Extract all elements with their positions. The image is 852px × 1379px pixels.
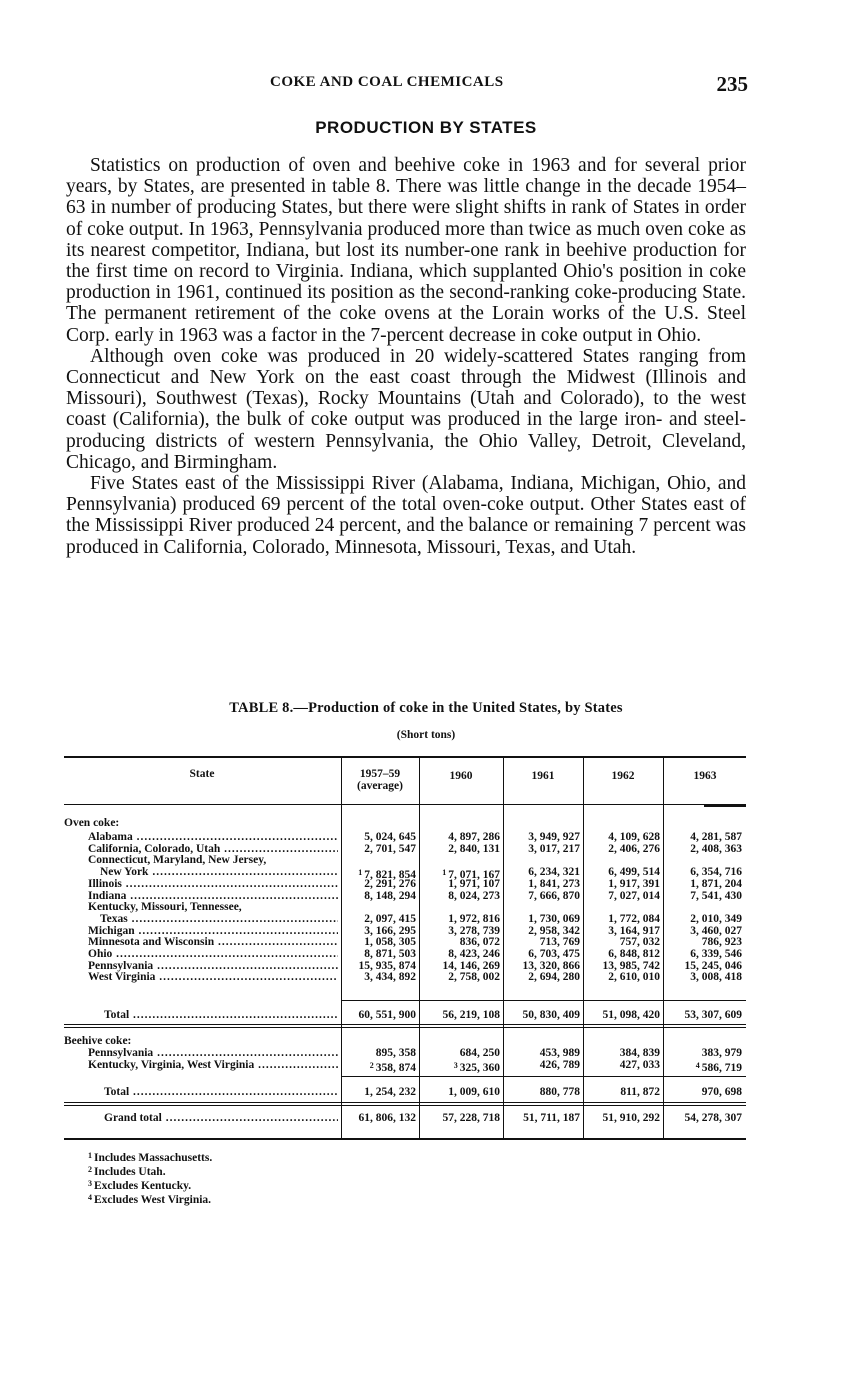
- row-value: [504, 972, 580, 984]
- table-row: [64, 1060, 746, 1072]
- value-text: 7, 666, 870: [528, 889, 580, 902]
- row-label: Michigan .....: [88, 926, 338, 938]
- row-value: [342, 1048, 416, 1060]
- value-text: 811, 872: [620, 1086, 660, 1098]
- footnote: [88, 1150, 212, 1164]
- row-value: [664, 1060, 742, 1075]
- value-text: 5, 024, 645: [364, 831, 416, 843]
- value-text: 13, 320, 866: [522, 959, 580, 972]
- row-label: California, Colorado, Utah .....: [88, 844, 338, 856]
- value-text: 1, 009, 610: [448, 1086, 500, 1098]
- footnote-marker: 1: [442, 868, 447, 878]
- row-value: [664, 1087, 742, 1099]
- row-value: [420, 1010, 500, 1022]
- table-top-rule: [64, 756, 746, 758]
- value-text: 453, 989: [539, 1047, 580, 1059]
- value-text: 786, 923: [701, 936, 742, 949]
- value-text: 358, 874: [375, 1061, 416, 1074]
- value-text: 2, 010, 349: [690, 912, 742, 925]
- value-text: 3, 017, 217: [528, 842, 580, 855]
- value-text: 3, 460, 027: [690, 924, 742, 937]
- row-label: West Virginia .....: [88, 972, 338, 984]
- header-accent-rule: [704, 804, 746, 807]
- row-value: [420, 1113, 500, 1125]
- value-text: 4, 281, 587: [690, 831, 742, 843]
- value-text: 1, 917, 391: [608, 877, 660, 890]
- value-text: 586, 719: [701, 1061, 742, 1074]
- row-label: Illinois .....: [88, 879, 338, 891]
- oven-coke-heading: Oven coke:: [64, 818, 120, 829]
- row-value: [504, 1010, 580, 1022]
- row-value: [664, 1010, 742, 1022]
- value-text: 2, 406, 276: [608, 842, 660, 855]
- value-text: 8, 423, 246: [448, 948, 500, 960]
- row-label: Pennsylvania .....: [88, 961, 338, 973]
- value-text: 383, 979: [701, 1047, 742, 1059]
- row-value: [504, 891, 580, 903]
- value-text: 54, 278, 307: [684, 1112, 742, 1124]
- row-value: [504, 1087, 580, 1099]
- value-text: 2, 958, 342: [528, 924, 580, 937]
- value-text: 6, 848, 812: [608, 948, 660, 960]
- row-label: Ohio .....: [88, 949, 338, 961]
- row-value: [664, 844, 742, 856]
- value-text: 2, 840, 131: [448, 842, 500, 855]
- row-value: [342, 1010, 416, 1022]
- value-text: 3, 164, 917: [608, 924, 660, 937]
- value-text: 51, 910, 292: [602, 1112, 660, 1124]
- row-label: Total .....: [104, 1010, 338, 1022]
- value-text: 895, 358: [375, 1047, 416, 1059]
- value-text: 713, 769: [539, 936, 580, 949]
- value-text: 970, 698: [701, 1086, 742, 1098]
- row-value: [504, 1113, 580, 1125]
- value-text: 1, 971, 107: [448, 877, 500, 890]
- table-row: [64, 891, 746, 903]
- beehive-coke-heading: Beehive coke:: [64, 1036, 132, 1047]
- value-text: 6, 339, 546: [690, 948, 742, 960]
- value-text: 2, 694, 280: [528, 971, 580, 984]
- value-text: 3, 008, 418: [690, 971, 742, 984]
- value-text: 15, 935, 874: [358, 959, 416, 972]
- value-text: 757, 032: [619, 936, 660, 949]
- footnote-mark: 2: [88, 1165, 92, 1174]
- header-1957-59-average: (average): [357, 780, 403, 792]
- row-value: [504, 1060, 580, 1072]
- row-label: Kentucky, Missouri, Tennessee,: [88, 902, 242, 914]
- value-text: 50, 830, 409: [522, 1009, 580, 1021]
- value-text: 51, 098, 420: [602, 1009, 660, 1021]
- table-row: [64, 844, 746, 856]
- row-value: [584, 1087, 660, 1099]
- footnote: [88, 1192, 212, 1206]
- header-state: State: [189, 768, 215, 780]
- value-text: 15, 245, 046: [684, 959, 742, 972]
- header-1960: 1960: [449, 770, 473, 782]
- value-text: 8, 024, 273: [448, 889, 500, 902]
- row-value: [342, 1113, 416, 1125]
- row-value: [584, 972, 660, 984]
- grand-total-row: [64, 1113, 746, 1125]
- row-value: [420, 972, 500, 984]
- row-label: Indiana .....: [88, 891, 338, 903]
- value-text: 427, 033: [619, 1058, 660, 1071]
- footnote-mark: 3: [88, 1179, 92, 1188]
- value-text: 2, 408, 363: [690, 842, 742, 855]
- row-value: [420, 844, 500, 856]
- header-1963: 1963: [693, 770, 717, 782]
- value-text: 3, 434, 892: [364, 971, 416, 984]
- row-label: Minnesota and Wisconsin .....: [88, 937, 338, 949]
- table-row: [64, 972, 746, 984]
- value-text: 3, 166, 295: [364, 924, 416, 937]
- footnote-mark: 4: [88, 1193, 92, 1202]
- value-text: 2, 097, 415: [364, 912, 416, 925]
- value-text: 7, 541, 430: [690, 889, 742, 902]
- value-text: 6, 499, 514: [608, 866, 660, 879]
- value-text: 2, 610, 010: [608, 971, 660, 984]
- value-text: 7, 027, 014: [608, 889, 660, 902]
- value-text: 13, 985, 742: [602, 959, 660, 972]
- footnote: [88, 1178, 212, 1192]
- row-label: Connecticut, Maryland, New Jersey,: [88, 855, 267, 867]
- value-text: 384, 839: [619, 1047, 660, 1059]
- footnote-marker: 4: [695, 1060, 700, 1070]
- header-1962: 1962: [611, 770, 635, 782]
- row-value: [584, 1113, 660, 1125]
- value-text: 1, 871, 204: [690, 877, 742, 890]
- row-label: Kentucky, Virginia, West Virginia .....: [88, 1060, 338, 1072]
- footnote-mark: 1: [88, 1151, 92, 1160]
- value-text: 57, 228, 718: [442, 1112, 500, 1124]
- row-label: New York .....: [100, 867, 338, 879]
- paragraph-1: Statistics on production of oven and beehive coke in 1963 and for several prior years, by States, are presented in table 8. There was little change in the decade 1954–63 in number of producing States, but there were slight shifts in rank of States in order of coke output. In 1963, Pennsylvania produced more than twice as much oven coke as its nearest competitor, Indiana, but lost its number-one rank in beehive production for the first time on record to Virginia. Indiana, which supplanted Ohio's position in coke production in 1961, continued its position as the second-ranking coke-producing State. The permanent retirement of the coke ovens at the Lorain works of the U.S. Steel Corp. early in 1963 was a factor in the 7-percent decrease in coke output in Ohio.: [66, 155, 746, 346]
- value-text: 56, 219, 108: [442, 1009, 500, 1021]
- row-label: Grand total .....: [104, 1113, 338, 1125]
- row-value: [664, 972, 742, 984]
- value-text: 3, 949, 927: [528, 831, 580, 843]
- subtotal-rule: [342, 1000, 746, 1001]
- value-text: 2, 701, 547: [364, 842, 416, 855]
- header-1957-59-years: 1957–59: [359, 768, 401, 780]
- table-caption: TABLE 8.—Production of coke in the United States, by States: [229, 700, 623, 716]
- row-value: [420, 1048, 500, 1060]
- row-value: [342, 844, 416, 856]
- footnote-marker: 3: [453, 1060, 458, 1070]
- value-text: 6, 234, 321: [528, 866, 580, 879]
- footnotes: [88, 1150, 212, 1206]
- value-text: 4, 897, 286: [448, 831, 500, 843]
- running-title: COKE AND COAL CHEMICALS: [270, 74, 504, 90]
- section-title: PRODUCTION BY STATES: [315, 118, 537, 137]
- row-value: [664, 1048, 742, 1060]
- value-text: 2, 291, 276: [364, 877, 416, 890]
- value-text: 1, 730, 069: [528, 912, 580, 925]
- running-head: [0, 72, 852, 98]
- row-label: Pennsylvania .....: [88, 1048, 338, 1060]
- value-text: 7, 071, 167: [448, 869, 500, 882]
- table-bottom-rule: [64, 1138, 746, 1140]
- subtotal-rule: [342, 1076, 746, 1077]
- row-value: [584, 1010, 660, 1022]
- row-label: Total .....: [104, 1087, 338, 1099]
- page-number: 235: [716, 72, 748, 96]
- section-rule: [64, 1027, 746, 1028]
- value-text: 880, 778: [539, 1086, 580, 1098]
- table-units: (Short tons): [396, 729, 456, 741]
- value-text: 60, 551, 900: [358, 1009, 416, 1021]
- value-text: 1, 972, 816: [448, 912, 500, 925]
- value-text: 7, 821, 854: [364, 869, 416, 882]
- value-text: 426, 789: [539, 1058, 580, 1071]
- footnote: [88, 1164, 212, 1178]
- value-text: 1, 254, 232: [364, 1086, 416, 1098]
- value-text: 53, 307, 609: [684, 1009, 742, 1021]
- row-value: [504, 844, 580, 856]
- footnote-text: Includes Utah.: [94, 1166, 166, 1178]
- value-text: 325, 360: [459, 1061, 500, 1074]
- row-label: Texas .....: [100, 914, 338, 926]
- value-text: 684, 250: [459, 1047, 500, 1059]
- value-text: 1, 058, 305: [364, 936, 416, 949]
- row-label: Alabama .....: [88, 832, 338, 844]
- beehive-total-row: [64, 1087, 746, 1099]
- value-text: 61, 806, 132: [358, 1112, 416, 1124]
- row-value: [420, 891, 500, 903]
- row-value: [664, 1113, 742, 1125]
- header-1961: 1961: [531, 770, 555, 782]
- header-1957-59: [342, 768, 418, 792]
- paragraph-3: Five States east of the Mississippi River (Alabama, Indiana, Michigan, Ohio, and Pennsylvania) produced 69 percent of the total oven-coke output. Other States east of the Mississippi River produced 24 percent, and the balance or remaining 7 percent was produced in California, Colorado, Minnesota, Missouri, Texas, and Utah.: [66, 473, 746, 558]
- paragraph-2: Although oven coke was produced in 20 widely-scattered States ranging from Connecticut and New York on the east coast through the Midwest (Illinois and Missouri), Southwest (Texas), Rocky Mountains (Utah and Colorado), to the west coast (California), the bulk of coke output was produced in the large iron- and steel-producing districts of western Pennsylvania, the Ohio Valley, Detroit, Cleveland, Chicago, and Birmingham.: [66, 345, 746, 473]
- row-value: [584, 891, 660, 903]
- row-value: [342, 1087, 416, 1099]
- value-text: 8, 871, 503: [364, 948, 416, 960]
- value-text: 14, 146, 269: [442, 959, 500, 972]
- footnote-marker: 2: [369, 1060, 374, 1070]
- value-text: 4, 109, 628: [608, 831, 660, 843]
- value-text: 6, 703, 475: [528, 948, 580, 960]
- header-bottom-rule: [64, 804, 746, 805]
- footnote-marker: 1: [358, 868, 363, 878]
- footnote-text: Excludes Kentucky.: [94, 1180, 192, 1192]
- row-value: [342, 1060, 416, 1075]
- row-value: [664, 891, 742, 903]
- row-value: [342, 891, 416, 903]
- oven-total-row: [64, 1010, 746, 1022]
- value-text: 8, 148, 294: [364, 889, 416, 902]
- body-text: [66, 155, 746, 558]
- value-text: 836, 072: [459, 936, 500, 949]
- row-value: [584, 1060, 660, 1072]
- value-text: 1, 841, 273: [528, 877, 580, 890]
- section-rule: [64, 1024, 746, 1025]
- row-value: [420, 1060, 500, 1075]
- value-text: 3, 278, 739: [448, 924, 500, 937]
- value-text: 51, 711, 187: [523, 1112, 580, 1124]
- row-value: [584, 844, 660, 856]
- row-value: [342, 972, 416, 984]
- footnote-text: Includes Massachusetts.: [94, 1152, 213, 1164]
- footnote-text: Excludes West Virginia.: [94, 1194, 212, 1206]
- row-value: [420, 1087, 500, 1099]
- value-text: 6, 354, 716: [690, 866, 742, 879]
- value-text: 1, 772, 084: [608, 912, 660, 925]
- value-text: 2, 758, 002: [448, 971, 500, 984]
- section-rule: [64, 1102, 746, 1103]
- section-rule: [64, 1105, 746, 1106]
